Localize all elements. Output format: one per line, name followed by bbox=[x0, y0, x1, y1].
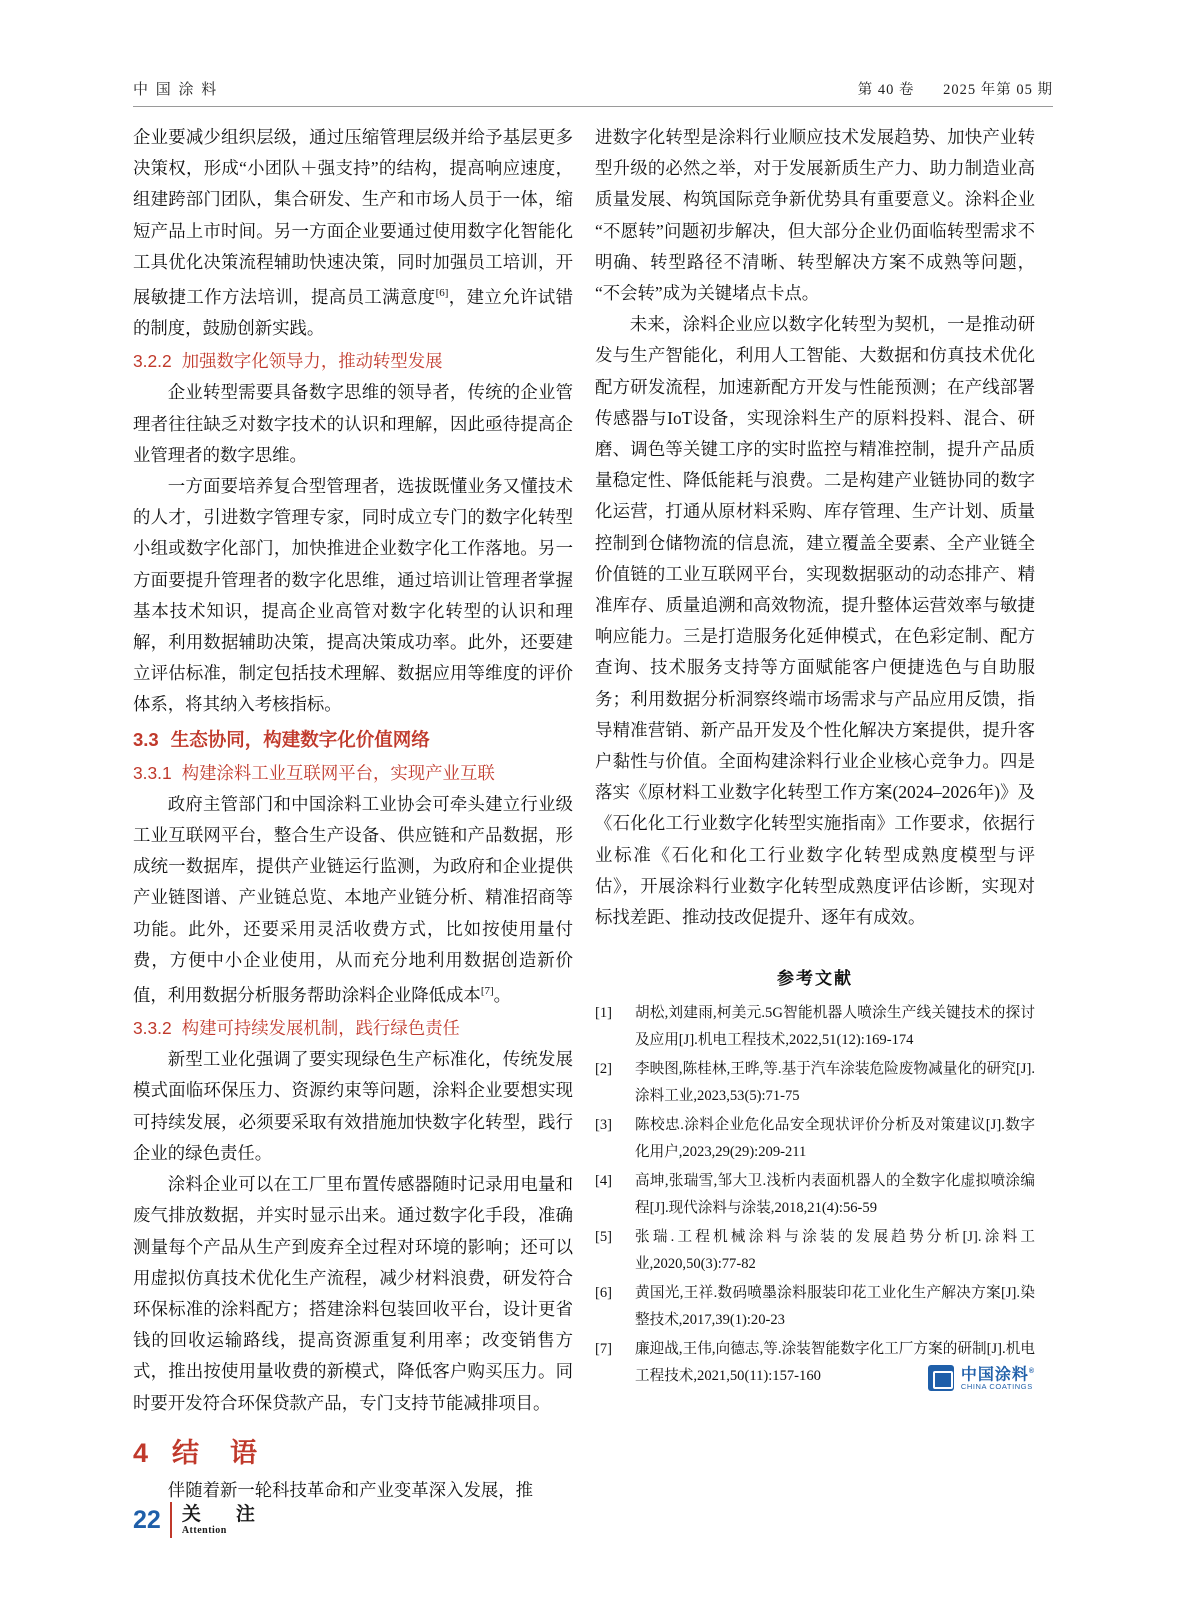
reference-item bbox=[595, 1224, 1035, 1278]
heading-number: 3.3 bbox=[133, 728, 159, 750]
left-column bbox=[133, 122, 573, 1506]
reference-text: 陈校忠.涂料企业危化品安全现状评价分析及对策建议[J].数字化用户,2023,29(29):209-211 bbox=[635, 1117, 1035, 1161]
reference-number: [1] bbox=[595, 1005, 613, 1022]
heading-3-3-1 bbox=[133, 758, 573, 789]
heading-text: 生态协同，构建数字化价值网络 bbox=[170, 728, 430, 750]
paragraph-intro: 企业要减少组织层级，通过压缩管理层级并给予基层更多决策权，形成“小团队＋强支持”的结构，提高响应速度，组建跨部门团队，集合研发、生产和市场人员于一体，缩短产品上市时间。另一方面企业要通过使用数字化智能化工具优化决策流程辅助快速决策，同时加强员工培训，开展敏捷工作方法培训，提高员工满意度[6]，建立允许试错的制度，鼓励创新实践。 bbox=[133, 127, 573, 339]
references-heading: 参考文献 bbox=[777, 969, 853, 989]
paragraph-conclusion-start: 伴随着新一轮科技革命和产业变革深入发展，推 bbox=[167, 1479, 534, 1500]
reference-number: [3] bbox=[595, 1117, 613, 1134]
heading-text: 构建涂料工业互联网平台，实现产业互联 bbox=[181, 762, 495, 783]
page-header bbox=[133, 78, 1053, 99]
heading-number: 3.2.2 bbox=[133, 351, 172, 372]
reference-text: 张瑞.工程机械涂料与涂装的发展趋势分析[J].涂料工业,2020,50(3):77-82 bbox=[635, 1229, 1035, 1273]
references-list bbox=[595, 1000, 1035, 1390]
issue-info bbox=[858, 78, 1053, 99]
coatings-logo-icon bbox=[928, 1365, 954, 1391]
heading-3-3 bbox=[133, 724, 573, 756]
footer-section bbox=[182, 1504, 263, 1536]
reference-text: 廉迎战,王伟,向德志,等.涂装智能数字化工厂方案的研制[J].机电工程技术,2021,50(11):157-160 bbox=[635, 1341, 1035, 1385]
paragraph-332-2: 涂料企业可以在工厂里布置传感器随时记录用电量和废气排放数据，并实时显示出来。通过数字化手段，准确测量每个产品从生产到废弃全过程对环境的影响；还可以用虚拟仿真技术优化生产流程，减少材料浪费，研发符合环保标准的涂料配方；搭建涂料包装回收平台，设计更省钱的回收运输路线，提高资源重复利用率；改变销售方式，推出按使用量收费的新模式，降低客户购买压力。同时要开发符合环保贷款产品，专门支持节能减排项目。 bbox=[133, 1174, 573, 1413]
heading-text: 加强数字化领导力，推动转型发展 bbox=[181, 351, 443, 372]
reference-item bbox=[595, 1000, 1035, 1054]
reference-item bbox=[595, 1280, 1035, 1334]
volume-label: 第 40 卷 bbox=[857, 82, 915, 98]
header-divider bbox=[133, 106, 1053, 107]
footer-section-cn: 关 注 bbox=[181, 1504, 263, 1525]
reference-number: [4] bbox=[595, 1173, 613, 1190]
reference-text: 黄国光,王祥.数码喷墨涂料服装印花工业化生产解决方案[J].染整技术,2017,39(1):20-23 bbox=[635, 1285, 1035, 1329]
heading-number: 3.3.2 bbox=[133, 1018, 172, 1039]
reference-item bbox=[595, 1112, 1035, 1166]
reference-item bbox=[595, 1168, 1035, 1222]
paragraph-322-2: 一方面要培养复合型管理者，选拔既懂业务又懂技术的人才，引进数字管理专家，同时成立专门的数字化转型小组或数字化部门，加快推进企业数字化工作落地。另一方面要提升管理者的数字化思维，通过培训让管理者掌握基本技术知识，提高企业高管对数字化转型的认识和理解，利用数据辅助决策，提高决策成功率。此外，还要建立评估标准，制定包括技术理解、数据应用等维度的评价体系，将其纳入考核指标。 bbox=[133, 476, 573, 715]
reference-item bbox=[595, 1056, 1035, 1110]
trademark-icon: ® bbox=[1028, 1368, 1035, 1376]
heading-section-4 bbox=[133, 1431, 573, 1475]
logo-name-en: CHINA COATINGS bbox=[960, 1382, 1033, 1392]
heading-3-3-2 bbox=[133, 1013, 573, 1044]
page-footer bbox=[133, 1502, 263, 1538]
heading-text: 构建可持续发展机制，践行绿色责任 bbox=[181, 1018, 460, 1039]
paragraph-322-1: 企业转型需要具备数字思维的领导者，传统的企业管理者往往缺乏对数字技术的认识和理解，因此亟待提高企业管理者的数字思维。 bbox=[133, 382, 573, 465]
footer-section-en: Attention bbox=[181, 1525, 227, 1536]
heading-text: 结 语 bbox=[172, 1437, 260, 1468]
paragraph-outlook: 未来，涂料企业应以数字化转型为契机，一是推动研发与生产智能化，利用人工智能、大数据和仿真技术优化配方研发流程，加速新配方开发与性能预测；在产线部署传感器与IoT设备，实现涂料生产的原料投料、混合、研磨、调色等关键工序的实时监控与精准控制，提升产品质量稳定性、降低能耗与浪费。二是构建产业链协同的数字化运营，打通从原材料采购、库存管理、生产计划、质量控制到仓储物流的信息流，建立覆盖全要素、全产业链全价值链的工业互联网平台，实现数据驱动的动态排产、精准库存、质量追溯和高效物流，提升整体运营效率与敏捷响应能力。三是打造服务化延伸模式，在色彩定制、配方查询、技术服务支持等方面赋能客户便捷选色与自助服务；利用数据分析洞察终端市场需求与产品应用反馈，指导精准营销、新产品开发及个性化解决方案提供，提升客户黏性与价值。全面构建涂料行业企业核心竞争力。四是落实《原材料工业数字化转型工作方案(2024–2026年)》及《石化化工行业数字化转型实施指南》工作要求，依据行业标准《石化和化工行业数字化转型成熟度模型与评估》，开展涂料行业数字化转型成熟度评估诊断，实现对标找差距、推动技改促提升、逐年有成效。 bbox=[595, 314, 1035, 928]
logo-text bbox=[961, 1364, 1035, 1392]
reference-number: [5] bbox=[595, 1229, 613, 1246]
reference-text: 李映图,陈桂林,王晔,等.基于汽车涂装危险废物减量化的研究[J].涂料工业,2023,53(5):71-75 bbox=[635, 1061, 1035, 1105]
reference-number: [2] bbox=[595, 1061, 613, 1078]
journal-name: 中 国 涂 料 bbox=[133, 82, 219, 98]
heading-3-2-2 bbox=[133, 346, 573, 377]
paragraph-conclusion-cont: 进数字化转型是涂料行业顺应技术发展趋势、加快产业转型升级的必然之举，对于发展新质生产力、助力制造业高质量发展、构筑国际竞争新优势具有重要意义。涂料企业“不愿转”问题初步解决，但大部分企业仍面临转型需求不明确、转型路径不清晰、转型解决方案不成熟等问题，“不会转”成为关键堵点卡点。 bbox=[595, 127, 1035, 304]
heading-number: 3.3.1 bbox=[133, 762, 172, 783]
reference-number: [6] bbox=[595, 1285, 613, 1302]
logo-name-cn: 中国涂料® bbox=[960, 1366, 1035, 1384]
brand-logo bbox=[928, 1364, 1035, 1392]
right-column bbox=[595, 122, 1035, 1392]
issue-label: 2025 年第 05 期 bbox=[943, 82, 1053, 98]
reference-number: [7] bbox=[595, 1341, 613, 1358]
reference-marker-6: [6] bbox=[435, 287, 449, 300]
paragraph-332-1: 新型工业化强调了要实现绿色生产标准化，传统发展模式面临环保压力、资源约束等问题，涂料企业要想实现可持续发展，必须要采取有效措施加快数字化转型，践行企业的绿色责任。 bbox=[133, 1049, 573, 1163]
paragraph-331-1: 政府主管部门和中国涂料工业协会可牵头建立行业级工业互联网平台，整合生产设备、供应链和产品数据，形成统一数据库，提供产业链运行监测，为政府和企业提供产业链图谱、产业链总览、本地产业链分析、精准招商等功能。此外，还要采用灵活收费方式，比如按使用量付费，方便中小企业使用，从而充分地利用数据创造新价值，利用数据分析服务帮助涂料企业降低成本[7]。 bbox=[133, 793, 573, 1005]
reference-text: 胡松,刘建雨,柯美元.5G智能机器人喷涂生产线关键技术的探讨及应用[J].机电工程技术,2022,51(12):169-174 bbox=[635, 1005, 1035, 1049]
reference-text: 高坤,张瑞雪,邹大卫.浅析内表面机器人的全数字化虚拟喷涂编程[J].现代涂料与涂装,2018,21(4):56-59 bbox=[635, 1173, 1035, 1217]
reference-marker-7: [7] bbox=[480, 985, 494, 998]
heading-number: 4 bbox=[133, 1437, 151, 1468]
footer-divider bbox=[170, 1502, 172, 1538]
page-number: 22 bbox=[133, 1505, 161, 1534]
